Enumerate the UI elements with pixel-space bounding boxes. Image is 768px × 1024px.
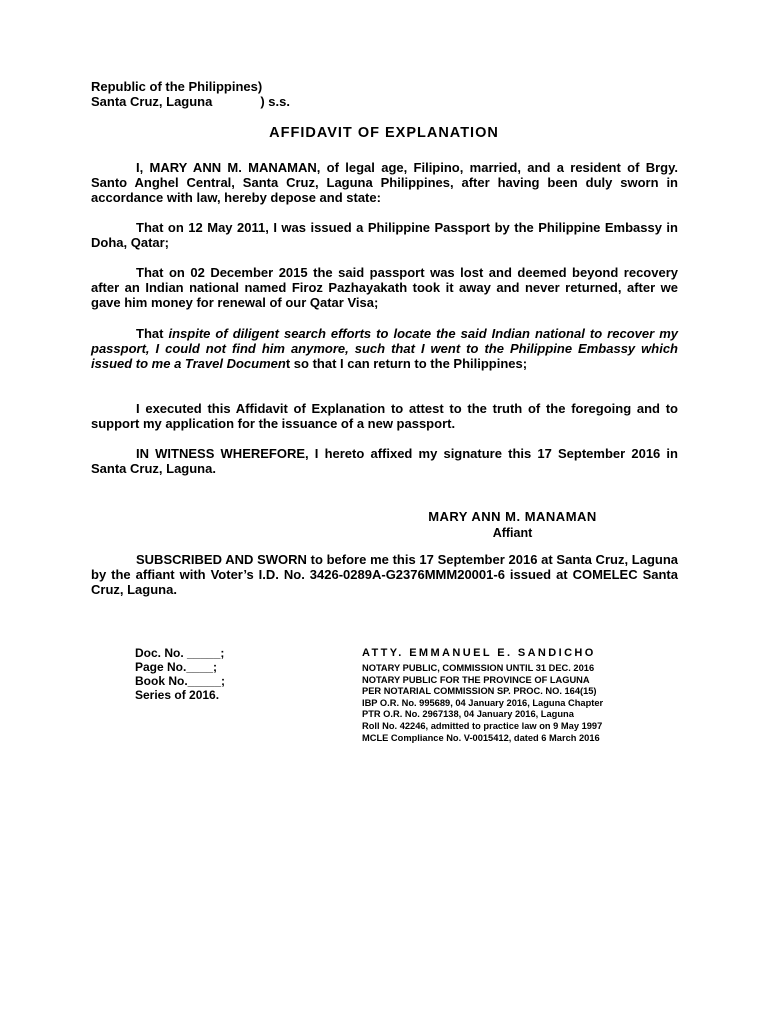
notary-credential-line: IBP O.R. No. 995689, 04 January 2016, Laguna Chapter (362, 697, 604, 708)
paragraph-search-start: That (136, 326, 169, 341)
notary-credential-line: PER NOTARIAL COMMISSION SP. PROC. NO. 164(15) (362, 686, 597, 697)
doc-no: Doc. No. _____; (135, 646, 225, 660)
affiant-name: MARY ANN M. MANAMAN (428, 509, 597, 524)
notary-name: ATTY. EMMANUEL E. SANDICHO (362, 647, 596, 659)
document-title: AFFIDAVIT OF EXPLANATION (269, 125, 499, 141)
doc-fields (135, 646, 225, 702)
paragraph-purpose (91, 401, 678, 431)
affiant-role: Affiant (492, 526, 533, 540)
venue-city: Santa Cruz, Laguna (91, 94, 213, 109)
notary-credentials (362, 663, 603, 744)
series: Series of 2016. (135, 688, 220, 702)
paragraph-purpose-text: I executed this Affidavit of Explanation to attest to the truth of the foregoing and to support my application for the issuance of a new passport. (91, 401, 678, 431)
notary-credential-line: NOTARY PUBLIC FOR THE PROVINCE OF LAGUNA (362, 674, 590, 685)
paragraph-search-end: t so that I can return to the Philippines; (285, 356, 528, 371)
paragraph-identity (91, 160, 678, 205)
notary-credential-line: PTR O.R. No. 2967138, 04 January 2016, Laguna (362, 709, 574, 720)
paragraph-passport-issued (91, 220, 678, 250)
paragraph-witness-text: IN WITNESS WHEREFORE, I hereto affixed my signature this 17 September 2016 in Santa Cruz, Laguna. (91, 446, 678, 476)
paragraph-jurat-text: SUBSCRIBED AND SWORN to before me this 17 September 2016 at Santa Cruz, Laguna by the affiant with Voter’s I.D. No. 3426-0289A-G2376MMM20001-6 issued at COMELEC Santa Cruz, Laguna. (91, 552, 678, 597)
page-no: Page No.____; (135, 660, 218, 674)
paragraph-search-italic: inspite of diligent search efforts to locate the said Indian national to recover my passport, I could not find him anymore, such that I went to the Philippine Embassy which issued to me a Travel Documen (91, 326, 678, 371)
paragraph-passport-issued-text: That on 12 May 2011, I was issued a Philippine Passport by the Philippine Embassy in Doha, Qatar; (91, 220, 678, 250)
venue-line-city (91, 94, 290, 109)
venue-ss: ) s.s. (260, 94, 290, 109)
paragraph-search-efforts (91, 326, 678, 371)
book-no: Book No._____; (135, 674, 226, 688)
paragraph-passport-lost (91, 265, 678, 310)
paragraph-identity-text: I, MARY ANN M. MANAMAN, of legal age, Filipino, married, and a resident of Brgy. Santo Anghel Central, Santa Cruz, Laguna Philippines, after having been duly sworn in accordance with law, hereby depose and state: (91, 160, 678, 205)
paragraph-jurat (91, 552, 678, 597)
venue-line-republic: Republic of the Philippines) (91, 79, 263, 94)
notary-credential-line: MCLE Compliance No. V-0015412, dated 6 March 2016 (362, 732, 600, 743)
notary-credential-line: Roll No. 42246, admitted to practice law on 9 May 1997 (362, 720, 603, 731)
venue-block (91, 79, 290, 109)
paragraph-passport-lost-text: That on 02 December 2015 the said passport was lost and deemed beyond recovery after an Indian national named Firoz Pazhayakath took it away and never returned, after we gave him money for renewal of our Qatar Visa; (91, 265, 678, 310)
notary-credential-line: NOTARY PUBLIC, COMMISSION UNTIL 31 DEC. 2016 (362, 663, 595, 673)
paragraph-witness (91, 446, 678, 476)
